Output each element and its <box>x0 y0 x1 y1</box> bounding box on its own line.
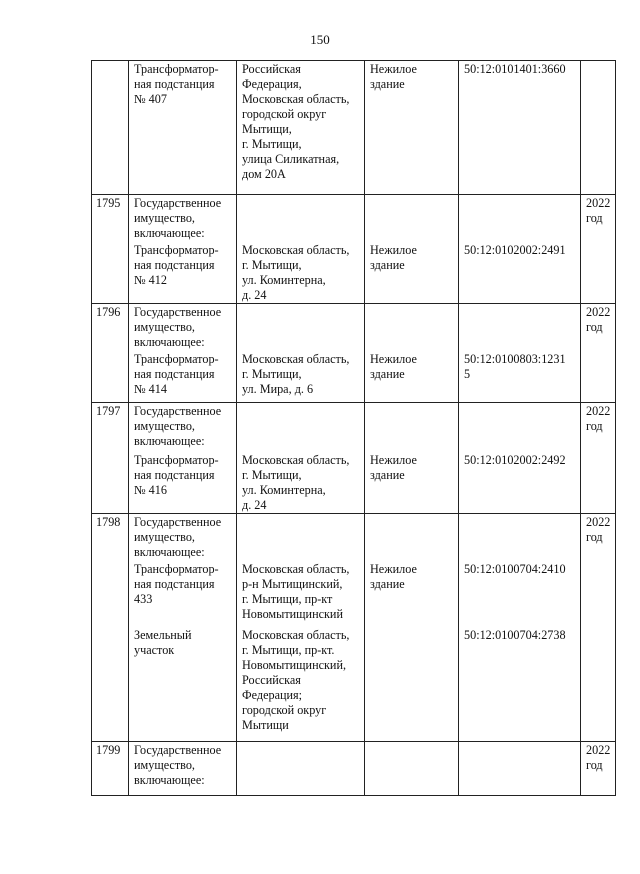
cell-year <box>581 351 616 403</box>
table-row <box>92 627 616 741</box>
cell-name <box>129 513 237 561</box>
cell-text-name: Трансформатор- ная подстанция № 412 <box>134 242 219 287</box>
cell-address <box>237 452 365 514</box>
cell-num <box>92 403 129 452</box>
table-row <box>92 561 616 627</box>
table-row <box>92 452 616 514</box>
cell-text-name: Государственное имущество, включающее: <box>134 196 222 240</box>
cell-type <box>365 242 459 304</box>
cell-text-cadastral: 50:12:0102002:2491 <box>464 242 566 257</box>
cell-year <box>581 195 616 242</box>
table-row <box>92 513 616 561</box>
cell-text-name: Государственное имущество, включающее: <box>134 514 222 559</box>
cell-address <box>237 403 365 452</box>
cell-text-address: Московская область, г. Мытищи, пр-кт. Новомытищинский, Российская Федерация; городской округ Мытищи <box>242 628 350 732</box>
cell-text-address: Московская область, г. Мытищи, ул. Коминтерна, д. 24 <box>242 452 350 512</box>
cell-cadastral <box>459 627 581 741</box>
cell-name <box>129 403 237 452</box>
cell-type <box>365 741 459 795</box>
cell-text-name: Государственное имущество, включающее: <box>134 742 222 787</box>
cell-cadastral <box>459 403 581 452</box>
cell-text-num: 1796 <box>96 305 121 319</box>
cell-num <box>92 61 129 195</box>
cell-num <box>92 627 129 741</box>
cell-address <box>237 304 365 351</box>
cell-text-cadastral: 50:12:0102002:2492 <box>464 452 566 467</box>
cell-name <box>129 61 237 195</box>
cell-text-cadastral: 50:12:0100704:2410 <box>464 562 566 576</box>
cell-name <box>129 561 237 627</box>
cell-name <box>129 741 237 795</box>
table-row <box>92 351 616 403</box>
cell-text-address: Российская Федерация, Московская область, городской округ Мытищи, г. Мытищи, улица Силикатная, дом 20А <box>242 62 350 181</box>
cell-name <box>129 351 237 403</box>
cell-year <box>581 403 616 452</box>
cell-text-type: Нежилое здание <box>370 351 417 381</box>
cell-num <box>92 195 129 242</box>
property-registry-table <box>91 60 616 796</box>
cell-year <box>581 513 616 561</box>
cell-cadastral <box>459 195 581 242</box>
cell-text-year: 2022 год <box>586 196 611 225</box>
registry-body <box>92 61 616 796</box>
cell-text-cadastral: 50:12:0100803:1231 5 <box>464 351 566 381</box>
cell-address <box>237 195 365 242</box>
cell-text-address: Московская область, г. Мытищи, ул. Коминтерна, д. 24 <box>242 242 350 302</box>
cell-text-year: 2022 год <box>586 305 611 334</box>
cell-type <box>365 195 459 242</box>
cell-cadastral <box>459 741 581 795</box>
cell-cadastral <box>459 561 581 627</box>
table-row <box>92 403 616 452</box>
cell-name <box>129 452 237 514</box>
cell-text-year: 2022 год <box>586 514 611 544</box>
cell-text-name: Трансформатор- ная подстанция № 414 <box>134 351 219 396</box>
cell-year <box>581 304 616 351</box>
cell-text-type: Нежилое здание <box>370 242 417 272</box>
cell-address <box>237 741 365 795</box>
table-row <box>92 61 616 195</box>
cell-type <box>365 513 459 561</box>
cell-type <box>365 403 459 452</box>
table-row <box>92 242 616 304</box>
cell-num <box>92 351 129 403</box>
cell-text-year: 2022 год <box>586 404 611 433</box>
cell-address <box>237 61 365 195</box>
cell-text-name: Государственное имущество, включающее: <box>134 305 222 349</box>
cell-year <box>581 452 616 514</box>
cell-text-address: Московская область, р-н Мытищинский, г. Мытищи, пр-кт Новомытищинский <box>242 562 350 621</box>
cell-type <box>365 304 459 351</box>
cell-year <box>581 61 616 195</box>
cell-text-name: Государственное имущество, включающее: <box>134 404 222 448</box>
cell-year <box>581 561 616 627</box>
cell-text-name: Земельный участок <box>134 628 192 657</box>
cell-cadastral <box>459 242 581 304</box>
cell-text-name: Трансформатор- ная подстанция 433 <box>134 562 219 606</box>
cell-text-name: Трансформатор- ная подстанция № 407 <box>134 62 219 106</box>
cell-num <box>92 561 129 627</box>
table-row <box>92 195 616 242</box>
cell-cadastral <box>459 61 581 195</box>
table-row <box>92 741 616 795</box>
cell-num <box>92 513 129 561</box>
cell-type <box>365 351 459 403</box>
cell-type <box>365 561 459 627</box>
cell-text-cadastral: 50:12:0101401:3660 <box>464 62 566 76</box>
cell-text-num: 1795 <box>96 196 121 210</box>
cell-type <box>365 61 459 195</box>
cell-year <box>581 242 616 304</box>
cell-text-type: Нежилое здание <box>370 562 417 591</box>
cell-text-type: Нежилое здание <box>370 452 417 482</box>
cell-text-num: 1797 <box>96 404 121 418</box>
cell-address <box>237 351 365 403</box>
cell-text-address: Московская область, г. Мытищи, ул. Мира, д. 6 <box>242 351 350 396</box>
cell-num <box>92 242 129 304</box>
cell-name <box>129 627 237 741</box>
cell-type <box>365 627 459 741</box>
cell-text-type: Нежилое здание <box>370 62 417 91</box>
cell-cadastral <box>459 452 581 514</box>
cell-cadastral <box>459 304 581 351</box>
cell-year <box>581 741 616 795</box>
cell-year <box>581 627 616 741</box>
cell-name <box>129 195 237 242</box>
cell-type <box>365 452 459 514</box>
cell-num <box>92 304 129 351</box>
cell-address <box>237 242 365 304</box>
cell-address <box>237 627 365 741</box>
cell-name <box>129 304 237 351</box>
cell-cadastral <box>459 351 581 403</box>
cell-address <box>237 513 365 561</box>
cell-text-num: 1798 <box>96 514 121 529</box>
cell-num <box>92 741 129 795</box>
cell-cadastral <box>459 513 581 561</box>
cell-text-num: 1799 <box>96 742 121 757</box>
cell-text-year: 2022 год <box>586 742 611 772</box>
cell-name <box>129 242 237 304</box>
cell-num <box>92 452 129 514</box>
page-number: 150 <box>310 32 330 47</box>
cell-text-cadastral: 50:12:0100704:2738 <box>464 628 566 642</box>
cell-text-name: Трансформатор- ная подстанция № 416 <box>134 452 219 497</box>
cell-address <box>237 561 365 627</box>
table-row <box>92 304 616 351</box>
